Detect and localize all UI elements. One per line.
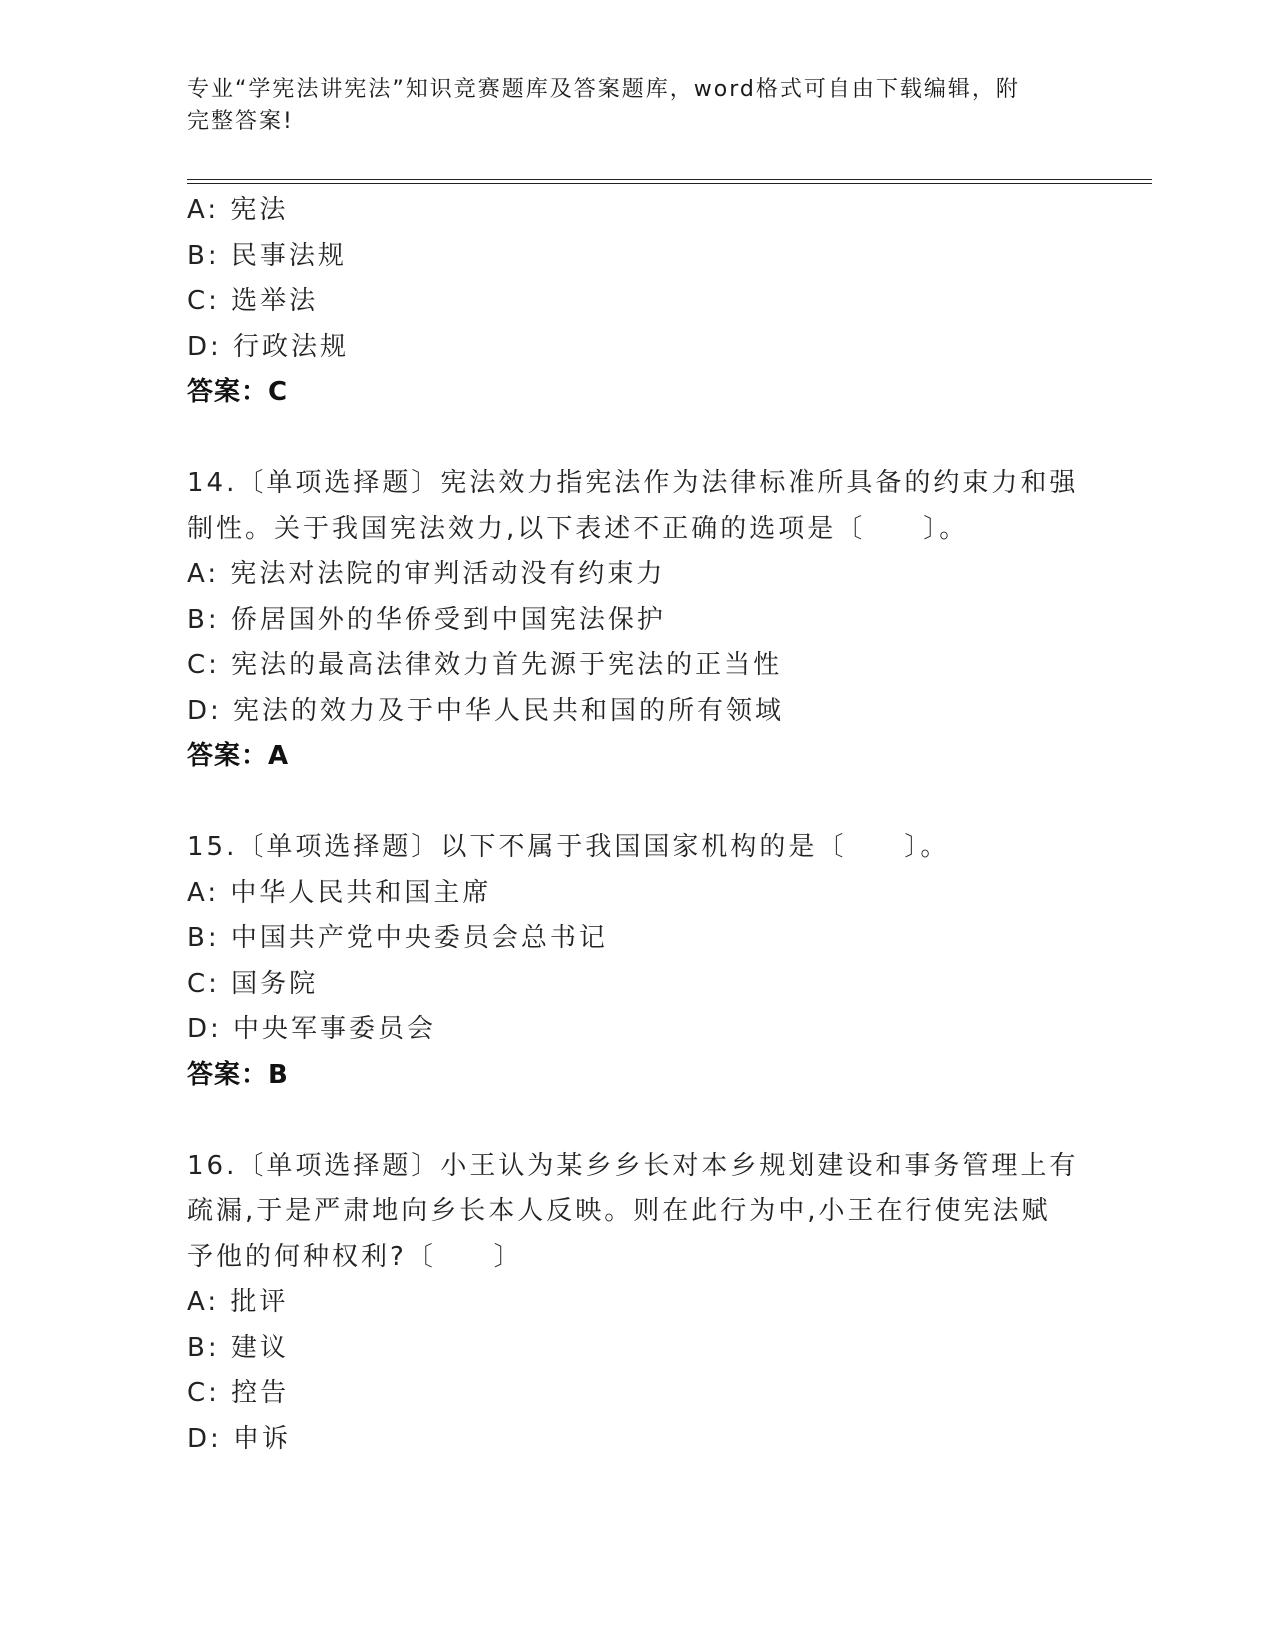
option-d: D: 申诉	[187, 1423, 292, 1454]
option-b: B: 建议	[187, 1332, 289, 1363]
question-text-line: 16.〔单项选择题〕小王认为某乡乡长对本乡规划建设和事务管理上有	[187, 1150, 1079, 1181]
option-d: D: 中央军事委员会	[187, 1014, 437, 1044]
option-c: C: 控告	[187, 1378, 290, 1408]
answer-line: 答案：A	[187, 741, 290, 771]
answer-line: 答案：C	[187, 377, 289, 407]
option-c: C: 国务院	[187, 968, 319, 999]
option-c: C: 宪法的最高法律效力首先源于宪法的正当性	[187, 650, 783, 680]
question-text-line: 15.〔单项选择题〕以下不属于我国国家机构的是〔 〕。	[187, 832, 950, 862]
question-16-block	[187, 1144, 1087, 1463]
question-text-line: 14.〔单项选择题〕宪法效力指宪法作为法律标准所具备的约束力和强	[187, 468, 1079, 498]
header-line-2: 完整答案!	[187, 109, 294, 134]
option-d: D: 宪法的效力及于中华人民共和国的所有领域	[187, 695, 785, 726]
option-a: A: 宪法对法院的审判活动没有约束力	[187, 559, 666, 589]
header-line-1: 专业“学宪法讲宪法”知识竞赛题库及答案题库，word格式可自由下载编辑，附	[187, 77, 1020, 102]
option-b: B: 中国共产党中央委员会总书记	[187, 923, 608, 953]
question-text-line: 予他的何种权利?〔 〕	[187, 1241, 523, 1272]
question-15-block	[187, 825, 1087, 1098]
spacer	[187, 416, 1087, 462]
question-text-line: 疏漏,于是严肃地向乡长本人反映。则在此行为中,小王在行使宪法赋	[187, 1196, 1051, 1226]
option-b: B: 侨居国外的华侨受到中国宪法保护	[187, 604, 666, 635]
header-rule-bottom	[187, 183, 1152, 184]
answer-line: 答案：B	[187, 1059, 289, 1090]
spacer	[187, 1098, 1087, 1144]
option-c: C: 选举法	[187, 286, 319, 316]
question-content	[187, 188, 1087, 1462]
option-a: A: 中华人民共和国主席	[187, 877, 492, 908]
question-text-line: 制性。关于我国宪法效力,以下表述不正确的选项是〔 〕。	[187, 513, 969, 544]
question-13-block	[187, 188, 1087, 416]
header-rule-top	[187, 179, 1152, 180]
option-b: B: 民事法规	[187, 240, 347, 271]
document-header	[187, 74, 1087, 138]
option-d: D: 行政法规	[187, 331, 350, 362]
option-a: A: 批评	[187, 1287, 289, 1317]
spacer	[187, 780, 1087, 826]
option-a: A: 宪法	[187, 195, 289, 225]
question-14-block	[187, 461, 1087, 780]
